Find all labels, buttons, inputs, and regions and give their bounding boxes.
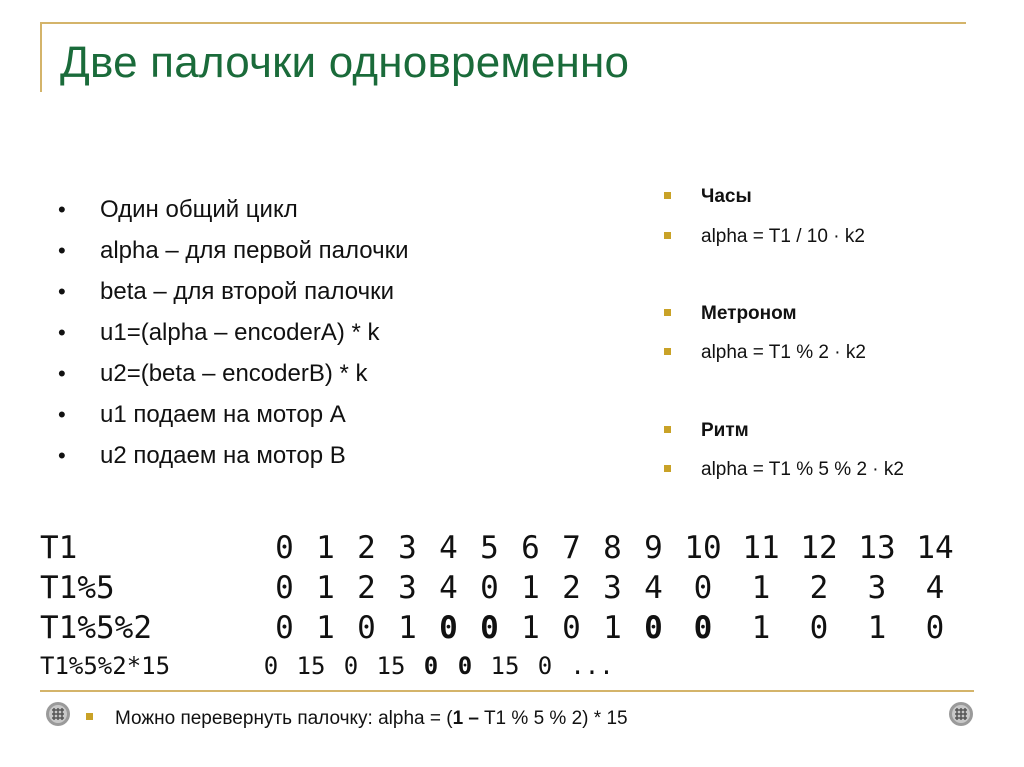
table-cell: 4 [644, 570, 663, 606]
bullet-item: • Один общий цикл [58, 189, 409, 230]
table-cell: 0 [693, 610, 713, 646]
table-cell: 1 [751, 610, 771, 646]
table-cell: 11 [742, 530, 780, 566]
table-cell: 6 [521, 530, 540, 566]
table-cell: 0 [562, 610, 581, 646]
bullet-item: • u2 подаем на мотор B [58, 435, 409, 476]
square-bullet-icon [664, 465, 671, 472]
row-label: T1 [40, 530, 78, 566]
row-label: T1%5%2 [40, 610, 152, 646]
table-cell: 0 [925, 610, 945, 646]
gear-icon [947, 700, 975, 728]
row-cells [254, 648, 622, 684]
footer-note [86, 708, 628, 730]
table-cell: 0 [480, 610, 499, 646]
top-rule [40, 22, 966, 24]
section-heading-clock: Часы [664, 186, 752, 208]
table-cell: 2 [809, 570, 829, 606]
table-cell: 1 [751, 570, 771, 606]
table-cell: 3 [398, 530, 417, 566]
table-cell: 9 [644, 530, 663, 566]
table-cell: 2 [357, 570, 376, 606]
bullet-item: • u1=(alpha – encoderA) * k [58, 312, 409, 353]
table-cell: 0 [343, 652, 359, 680]
table-cell: 5 [480, 530, 499, 566]
table-cell: 0 [357, 610, 376, 646]
table-cell: 4 [439, 570, 458, 606]
table-cell: 3 [603, 570, 622, 606]
bullet-item: • u2=(beta – encoderB) * k [58, 353, 409, 394]
row-label: T1%5%2*15 [40, 652, 171, 680]
section-heading-rhythm: Ритм [664, 420, 749, 442]
gear-icon [44, 700, 72, 728]
table-cell: 0 [263, 652, 279, 680]
table-cell: 4 [439, 530, 458, 566]
bullet-item: • u1 подаем на мотор A [58, 394, 409, 435]
table-cell: 0 [275, 610, 294, 646]
table-cell: 1 [316, 610, 335, 646]
table-cell: 13 [858, 530, 896, 566]
table-cell: 2 [357, 530, 376, 566]
table-cell: 0 [275, 530, 294, 566]
table-cell: ... [570, 652, 614, 680]
table-cell: 1 [867, 610, 887, 646]
bullet-item: • beta – для второй палочки [58, 271, 409, 312]
table-cell: 4 [925, 570, 945, 606]
square-bullet-icon [664, 309, 671, 316]
formula-metronome: alpha = T1 % 2 · k2 [664, 342, 866, 364]
bottom-rule [40, 690, 974, 692]
table-cell: 14 [916, 530, 954, 566]
table-cell: 0 [809, 610, 829, 646]
table-cell: 1 [316, 570, 335, 606]
table-cell: 15 [376, 652, 406, 680]
row-cells [264, 528, 964, 568]
table-cell: 0 [275, 570, 294, 606]
table-cell: 8 [603, 530, 622, 566]
square-bullet-icon [664, 232, 671, 239]
footer-bold: 1 [452, 708, 464, 729]
table-cell: 1 [521, 610, 540, 646]
footer-bold: – [463, 708, 480, 729]
square-bullet-icon [664, 426, 671, 433]
row-cells [264, 608, 964, 648]
table-cell: 0 [480, 570, 499, 606]
table-cell: 3 [398, 570, 417, 606]
table-cell: 12 [800, 530, 838, 566]
table-cell: 0 [457, 652, 473, 680]
table-cell: 0 [439, 610, 458, 646]
formula-rhythm: alpha = T1 % 5 % 2 · k2 [664, 459, 904, 481]
table-cell: 15 [490, 652, 520, 680]
table-cell: 0 [537, 652, 553, 680]
table-cell: 1 [603, 610, 622, 646]
footer-text: Можно перевернуть палочку: alpha = ( [115, 708, 453, 729]
table-cell: 3 [867, 570, 887, 606]
square-bullet-icon [664, 192, 671, 199]
side-rule [40, 22, 42, 92]
slide-title: Две палочки одновременно [60, 38, 630, 87]
table-cell: 0 [693, 570, 713, 606]
table-cell: 0 [644, 610, 663, 646]
section-heading-metronome: Метроном [664, 303, 797, 325]
left-bullet-list [58, 189, 409, 476]
table-cell: 10 [684, 530, 722, 566]
table-cell: 1 [398, 610, 417, 646]
formula-clock: alpha = T1 / 10 · k2 [664, 226, 865, 248]
row-label: T1%5 [40, 570, 115, 606]
table-cell: 1 [316, 530, 335, 566]
table-cell: 0 [423, 652, 439, 680]
table-cell: 1 [521, 570, 540, 606]
square-bullet-icon [664, 348, 671, 355]
footer-text: T1 % 5 % 2) * 15 [479, 708, 628, 729]
table-cell: 15 [296, 652, 326, 680]
table-cell: 2 [562, 570, 581, 606]
table-cell: 7 [562, 530, 581, 566]
row-cells [264, 568, 964, 608]
square-bullet-icon [86, 713, 93, 720]
bullet-item: • alpha – для первой палочки [58, 230, 409, 271]
